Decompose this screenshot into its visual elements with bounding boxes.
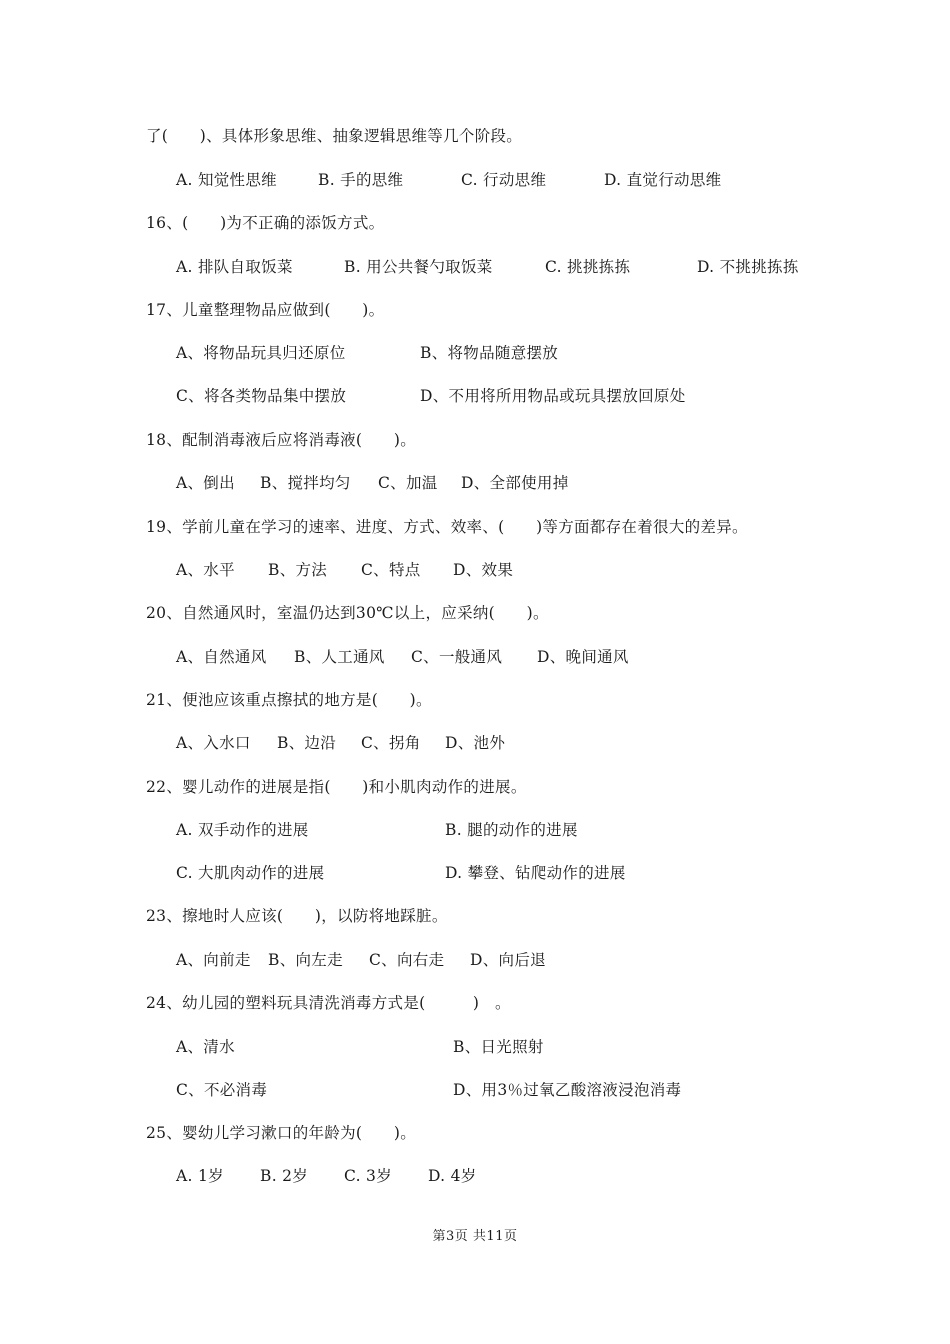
option-b: B、边沿 (277, 734, 337, 752)
option-a: A、倒出 (176, 474, 235, 492)
option-b: B. 用公共餐勺取饭菜 (344, 258, 493, 276)
option-c: C. 行动思维 (461, 171, 547, 189)
option-b: B、向左走 (268, 951, 343, 969)
option-c: C、特点 (361, 561, 421, 579)
option-a: A、水平 (176, 561, 235, 579)
question-stem: 16、( )为不正确的添饭方式。 (146, 214, 385, 232)
option-a: A、清水 (176, 1038, 235, 1056)
option-c: C、加温 (378, 474, 438, 492)
question-stem: 18、配制消毒液后应将消毒液( )。 (146, 431, 417, 449)
question-stem: 22、婴儿动作的进展是指( )和小肌肉动作的进展。 (146, 778, 527, 796)
option-c: C. 大肌肉动作的进展 (176, 864, 325, 882)
option-d: D、晚间通风 (537, 648, 629, 666)
option-d: D. 攀登、钻爬动作的进展 (445, 864, 626, 882)
option-d: D、池外 (445, 734, 506, 752)
question-stem: 23、擦地时人应该( )，以防将地踩脏。 (146, 907, 448, 925)
option-a: A. 1岁 (176, 1167, 224, 1185)
option-a: A、向前走 (176, 951, 251, 969)
option-b: B、日光照射 (453, 1038, 544, 1056)
option-c: C. 3岁 (344, 1167, 393, 1185)
question-stem: 19、学前儿童在学习的速率、进度、方式、效率、( )等方面都存在着很大的差异。 (146, 518, 748, 536)
option-b: B. 手的思维 (318, 171, 404, 189)
option-d: D. 不挑挑拣拣 (697, 258, 799, 276)
option-d: D. 4岁 (428, 1167, 477, 1185)
page-number: 第3页 共11页 (432, 1229, 518, 1244)
option-b: B. 腿的动作的进展 (445, 821, 578, 839)
option-b: B、将物品随意摆放 (420, 344, 559, 362)
option-d: D. 直觉行动思维 (604, 171, 722, 189)
option-b: B. 2岁 (260, 1167, 309, 1185)
option-d: D、不用将所用物品或玩具摆放回原处 (420, 387, 686, 405)
option-a: A. 排队自取饭菜 (176, 258, 293, 276)
option-b: B、搅拌均匀 (260, 474, 351, 492)
option-d: D、效果 (453, 561, 514, 579)
option-a: A. 知觉性思维 (176, 171, 277, 189)
option-c: C、将各类物品集中摆放 (176, 387, 347, 405)
option-b: B、人工通风 (294, 648, 385, 666)
question-stem: 20、自然通风时，室温仍达到30℃以上，应采纳( )。 (146, 604, 549, 622)
option-d: D、用3％过氧乙酸溶液浸泡消毒 (453, 1081, 682, 1099)
option-c: C. 挑挑拣拣 (545, 258, 631, 276)
option-c: C、向右走 (369, 951, 445, 969)
option-c: C、一般通风 (411, 648, 503, 666)
option-a: A. 双手动作的进展 (176, 821, 309, 839)
question-stem: 17、儿童整理物品应做到( )。 (146, 301, 385, 319)
option-b: B、方法 (268, 561, 328, 579)
option-c: C、不必消毒 (176, 1081, 268, 1099)
option-a: A、将物品玩具归还原位 (176, 344, 346, 362)
question-stem: 了( )、具体形象思维、抽象逻辑思维等几个阶段。 (146, 127, 523, 145)
question-stem: 21、便池应该重点擦拭的地方是( )。 (146, 691, 432, 709)
question-stem: 24、幼儿园的塑料玩具清洗消毒方式是( ) 。 (146, 994, 511, 1012)
question-stem: 25、婴幼儿学习漱口的年龄为( )。 (146, 1124, 417, 1142)
option-d: D、向后退 (470, 951, 546, 969)
option-c: C、拐角 (361, 734, 421, 752)
option-a: A、入水口 (176, 734, 251, 752)
option-a: A、自然通风 (176, 648, 267, 666)
option-d: D、全部使用掉 (461, 474, 569, 492)
